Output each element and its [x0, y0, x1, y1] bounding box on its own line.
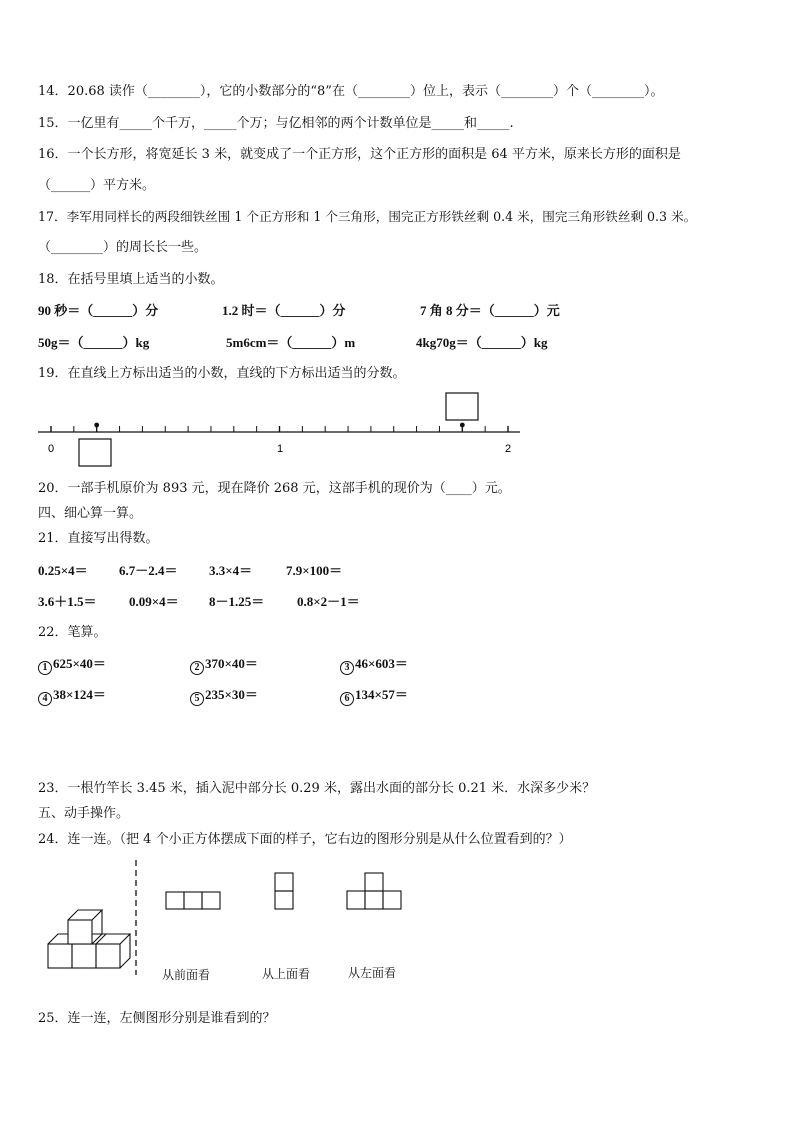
section-4-heading: 四、细心算一算。 — [38, 506, 143, 521]
circled-number: 3 — [340, 661, 354, 675]
question-18: 18．在括号里填上适当的小数。 — [38, 272, 224, 287]
left-view-shape — [347, 873, 401, 909]
conversion-item: 4kg70g＝（______）kg — [416, 335, 548, 350]
question-19: 19．在直线上方标出适当的小数，直线的下方标出适当的分数。 — [38, 366, 406, 381]
axis-label-2: 2 — [504, 443, 512, 455]
mental-math-item: 0.09×4＝ — [129, 594, 179, 609]
mental-math-item: 8－1.25＝ — [209, 594, 265, 609]
mental-math-item: 7.9×100＝ — [286, 563, 343, 578]
written-calc-item: 3 46×603＝ — [340, 656, 408, 675]
circled-number: 4 — [38, 692, 52, 706]
question-14: 14．20.68 读作（________），它的小数部分的“8”在（________）位上，表示（________）个（________）。 — [38, 84, 664, 99]
view-label-top: 从上面看 — [262, 967, 311, 981]
front-view-shape — [166, 892, 220, 909]
written-calc-item: 5 235×30＝ — [190, 687, 258, 706]
mental-math-item: 6.7－2.4＝ — [119, 563, 178, 578]
mental-math-item: 3.3×4＝ — [209, 563, 253, 578]
conversion-item: 5m6cm＝（______）m — [226, 335, 356, 350]
written-calc-item: 6 134×57＝ — [340, 687, 408, 706]
view-label-left: 从左面看 — [348, 966, 397, 980]
cube-stack-drawing — [48, 910, 130, 968]
section-5-heading: 五、动手操作。 — [38, 806, 130, 821]
mental-math-item: 3.6＋1.5＝ — [38, 594, 97, 609]
circled-number: 5 — [190, 692, 204, 706]
marked-point — [460, 423, 465, 428]
conversion-item: 7 角 8 分＝（______）元 — [420, 303, 560, 318]
question-20: 20．一部手机原价为 893 元，现在降价 268 元，这部手机的现价为（____）元。 — [38, 481, 511, 496]
question-16-line2: （______）平方米。 — [38, 178, 156, 193]
circled-number: 6 — [340, 692, 354, 706]
conversion-item: 1.2 时＝（______）分 — [222, 303, 346, 318]
top-view-shape — [275, 873, 293, 909]
written-calc-item: 1 625×40＝ — [38, 656, 106, 675]
axis-label-0: 0 — [47, 443, 55, 455]
mental-math-item: 0.25×4＝ — [38, 563, 88, 578]
question-24: 24．连一连。（把 4 个小正方体摆成下面的样子，它右边的图形分别是从什么位置看到的？） — [38, 832, 572, 847]
question-15: 15．一亿里有_____个千万，_____个万；与亿相邻的两个计数单位是_____和_____. — [38, 116, 514, 131]
written-calc-item: 2 370×40＝ — [190, 656, 258, 675]
number-line — [0, 385, 540, 475]
question-23: 23．一根竹竿长 3.45 米，插入泥中部分长 0.29 米，露出水面的部分长 0.21 米．水深多少米？ — [38, 781, 596, 796]
question-16-line1: 16．一个长方形，将宽延长 3 米，就变成了一个正方形，这个正方形的面积是 64 平方米，原来长方形的面积是 — [38, 147, 681, 162]
question-21: 21．直接写出得数。 — [38, 531, 159, 546]
question-17-line1: 17．李军用同样长的两段细铁丝围 1 个正方形和 1 个三角形，围完正方形铁丝剩 0.4 米，围完三角形铁丝剩 0.3 米。 — [38, 209, 697, 224]
conversion-item: 90 秒＝（______）分 — [38, 303, 159, 318]
written-calc-item: 4 38×124＝ — [38, 687, 106, 706]
marked-point — [94, 423, 99, 428]
question-22: 22．笔算。 — [38, 625, 107, 640]
circled-number: 1 — [38, 661, 52, 675]
question-17-line2: （________）的周长长一些。 — [38, 240, 208, 255]
question-25: 25．连一连，左侧图形分别是谁看到的？ — [38, 1011, 276, 1026]
axis-label-1: 1 — [276, 443, 284, 455]
circled-number: 2 — [190, 661, 204, 675]
view-label-front: 从前面看 — [162, 968, 211, 982]
answer-box-above — [446, 393, 478, 420]
mental-math-item: 0.8×2－1＝ — [297, 594, 360, 609]
answer-box-below — [79, 439, 111, 466]
conversion-item: 50g＝（______）kg — [38, 335, 150, 350]
